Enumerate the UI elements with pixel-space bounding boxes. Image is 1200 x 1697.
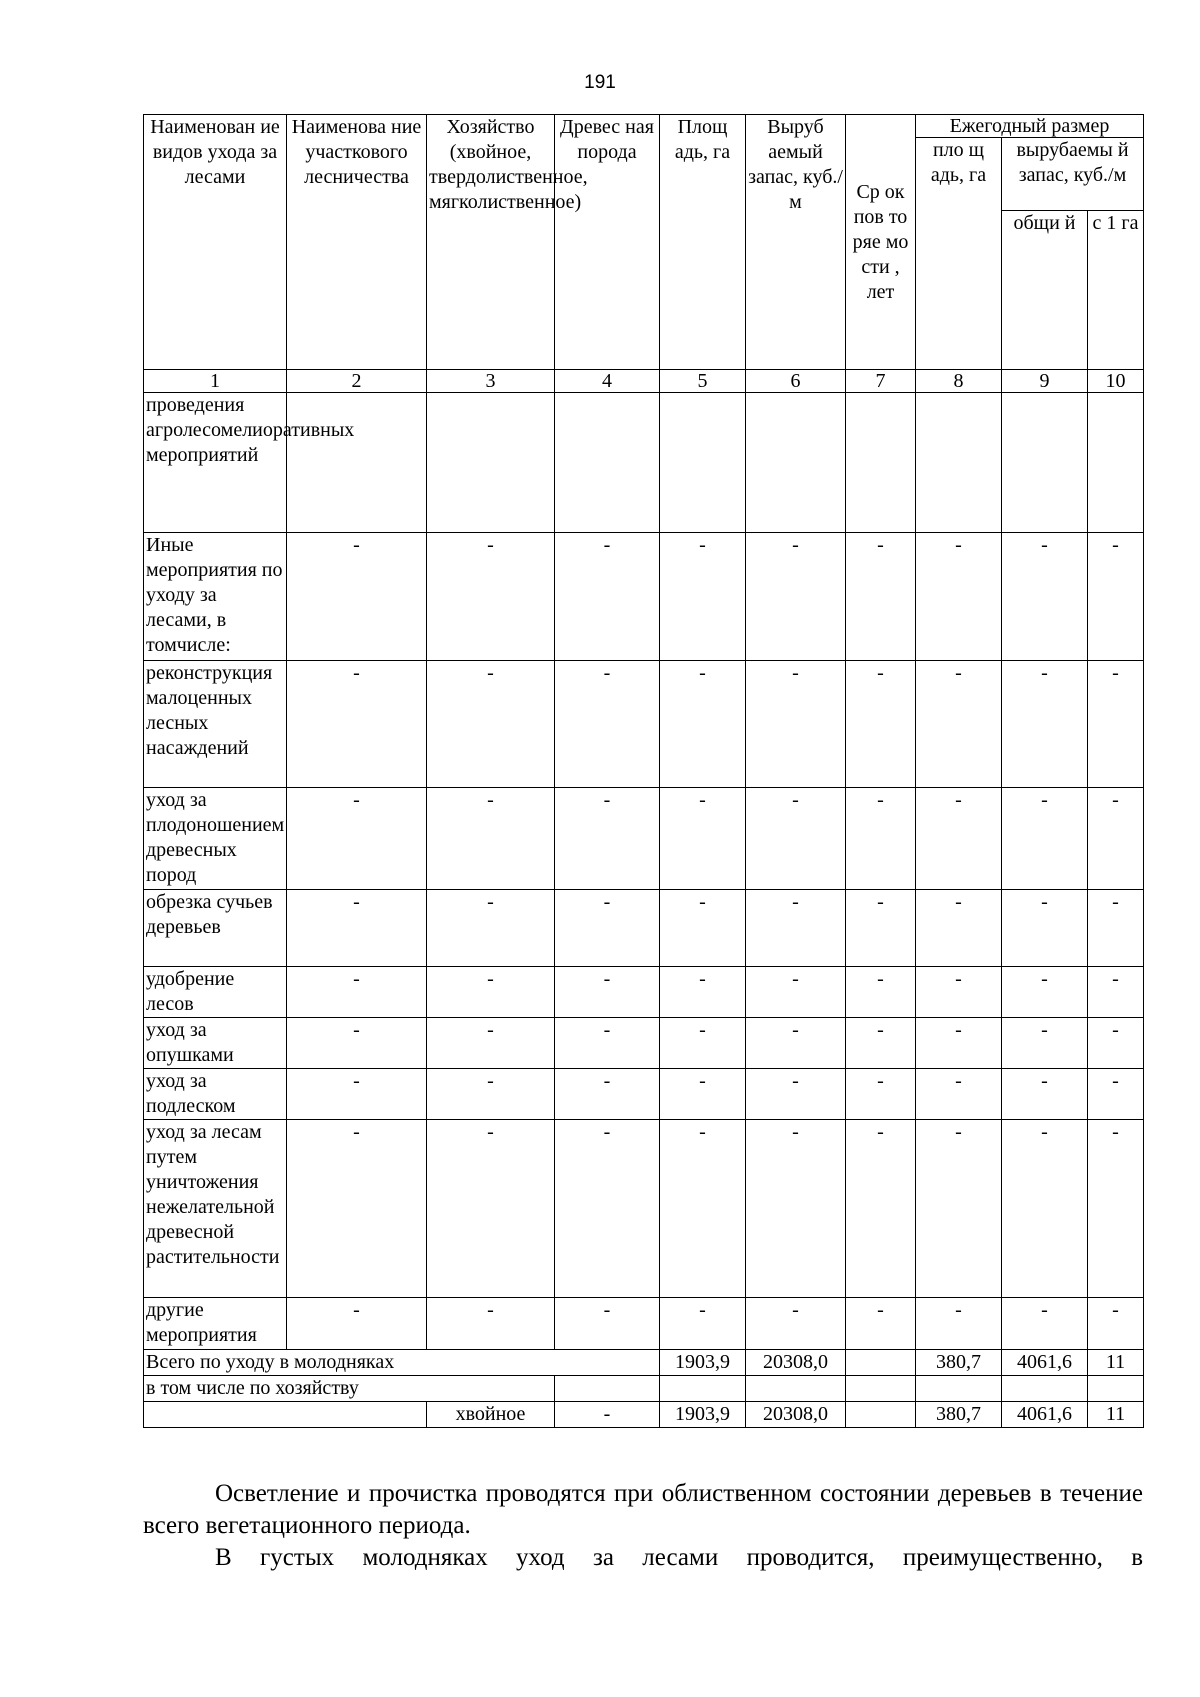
conifer-area: 1903,9 [660,1402,746,1428]
cell-value: - [846,1298,916,1350]
total-stock: 20308,0 [746,1350,846,1376]
cell-value: - [916,967,1002,1018]
cell-value: - [555,788,660,890]
cell-value: - [427,1018,555,1069]
empty-cell [660,1376,746,1402]
header-stock: Выруб аемый запас, куб./м [746,115,846,370]
table-row [144,661,1144,788]
cell-value: - [287,1298,427,1350]
total-annual-area: 380,7 [916,1350,1002,1376]
cell-value [746,393,846,533]
cell-value: - [427,1120,555,1298]
body-text [143,1478,1143,1574]
cell-value: - [660,1018,746,1069]
header-farm: Хозяйство (хвойное, твердолиственное, мягколиственное) [427,115,555,370]
cell-value [846,393,916,533]
cell-value: - [846,533,916,661]
cell-value [916,393,1002,533]
cell-value: - [287,1120,427,1298]
table-row [144,1120,1144,1298]
cell-value [660,393,746,533]
cell-value: - [846,661,916,788]
cell-value: - [287,967,427,1018]
cell-value: - [746,1298,846,1350]
cell-value [555,393,660,533]
forest-care-table [143,114,1144,1428]
page-number: 191 [584,72,616,93]
row-name: реконструкция малоценных лесных насаждений [144,661,287,788]
cell-value [1088,393,1144,533]
conifer-annual-stock: 4061,6 [1002,1402,1088,1428]
header-annual: Ежегодный размер [916,115,1144,138]
cell-value: - [1002,788,1088,890]
cell-value: - [746,1120,846,1298]
table-row [144,1018,1144,1069]
total-period [846,1350,916,1376]
cell-value: - [660,788,746,890]
cell-value [1002,393,1088,533]
cell-value: - [1002,533,1088,661]
empty-cell [916,1376,1002,1402]
row-name: обрезка сучьев деревьев [144,890,287,967]
cell-value: - [555,1018,660,1069]
column-numbers-row [144,370,1144,393]
cell-value: - [916,533,1002,661]
cell-value: - [427,533,555,661]
header-period: Ср ок пов то ряе мо сти , лет [846,115,916,370]
empty-cell [1088,1376,1144,1402]
col-number: 10 [1088,370,1144,393]
cell-value: - [427,1298,555,1350]
table-row [144,533,1144,661]
cell-value: - [746,1018,846,1069]
cell-value: - [1088,890,1144,967]
cell-value: - [1088,967,1144,1018]
cell-value: - [1088,661,1144,788]
cell-value: - [916,1018,1002,1069]
paragraph-1: Осветление и прочистка проводятся при облиственном состоянии деревьев в течение всего вегетационного периода. [143,1480,1143,1539]
table-row [144,967,1144,1018]
cell-value: - [660,1298,746,1350]
cell-value: - [287,533,427,661]
row-name: уход за опушками [144,1018,287,1069]
cell-value: - [555,1298,660,1350]
cell-value: - [1088,788,1144,890]
cell-value: - [660,533,746,661]
cell-value: - [555,890,660,967]
cell-value: - [1002,967,1088,1018]
cell-value: - [746,967,846,1018]
cell-value: - [916,1069,1002,1120]
cell-value: - [555,533,660,661]
header-area: Площ адь, га [660,115,746,370]
header-care-type: Наименован ие видов ухода за лесами [144,115,287,370]
cell-value [287,393,427,533]
cell-value [427,393,555,533]
cell-value: - [427,890,555,967]
header-annual-stock: вырубаемы й запас, куб./м [1002,138,1144,211]
cell-value: - [660,1069,746,1120]
cell-value: - [846,890,916,967]
cell-value: - [916,661,1002,788]
cell-value: - [1088,533,1144,661]
cell-value: - [846,1018,916,1069]
cell-value: - [846,1120,916,1298]
cell-value: - [1088,1018,1144,1069]
header-annual-area: пло щ адь, га [916,138,1002,370]
cell-value: - [1002,661,1088,788]
empty-cell [1002,1376,1088,1402]
subtotal-row [144,1376,1144,1402]
cell-value: - [746,788,846,890]
conifer-period [846,1402,916,1428]
conifer-farm: хвойное [427,1402,555,1428]
total-area: 1903,9 [660,1350,746,1376]
header-species: Древес ная порода [555,115,660,370]
table-row [144,1298,1144,1350]
table-row [144,1069,1144,1120]
cell-value: - [427,788,555,890]
row-name: проведения агролесомелиоративных мероприятий [144,393,287,533]
total-annual-stock: 4061,6 [1002,1350,1088,1376]
row-name: удобрение лесов [144,967,287,1018]
cell-value: - [1088,1298,1144,1350]
conifer-stock: 20308,0 [746,1402,846,1428]
cell-value: - [1088,1069,1144,1120]
cell-value: - [916,1120,1002,1298]
col-number: 5 [660,370,746,393]
cell-value: - [746,533,846,661]
subtotal-label: в том числе по хозяйству [144,1376,555,1402]
row-name: уход за плодоношением древесных пород [144,788,287,890]
cell-value: - [427,967,555,1018]
cell-value: - [287,890,427,967]
empty-cell [846,1376,916,1402]
col-number: 7 [846,370,916,393]
cell-value: - [1002,1018,1088,1069]
cell-value: - [1088,1120,1144,1298]
conifer-row [144,1402,1144,1428]
empty-cell [746,1376,846,1402]
col-number: 9 [1002,370,1088,393]
cell-value: - [1002,1298,1088,1350]
row-name: уход за подлеском [144,1069,287,1120]
cell-value: - [1002,890,1088,967]
cell-value: - [846,788,916,890]
cell-value: - [555,661,660,788]
cell-value: - [660,1120,746,1298]
empty-cell [144,1402,427,1428]
col-number: 2 [287,370,427,393]
table-row [144,393,1144,533]
cell-value: - [660,967,746,1018]
cell-value: - [660,890,746,967]
cell-value: - [746,661,846,788]
conifer-species: - [555,1402,660,1428]
col-number: 8 [916,370,1002,393]
total-annual-per-ha: 11 [1088,1350,1144,1376]
cell-value: - [287,661,427,788]
row-name: Иные мероприятия по уходу за лесами, в томчисле: [144,533,287,661]
header-forestry: Наименова ние участкового лесничества [287,115,427,370]
cell-value: - [287,1069,427,1120]
paragraph-2: В густых молодняках уход за лесами проводится, преимущественно, в [215,1544,1143,1571]
conifer-annual-area: 380,7 [916,1402,1002,1428]
row-name: уход за лесам путем уничтожения нежелательной древесной растительности [144,1120,287,1298]
cell-value: - [846,1069,916,1120]
cell-value: - [846,967,916,1018]
cell-value: - [916,890,1002,967]
total-label: Всего по уходу в молодняках [144,1350,660,1376]
row-name: другие мероприятия [144,1298,287,1350]
cell-value: - [555,967,660,1018]
col-number: 3 [427,370,555,393]
cell-value: - [555,1120,660,1298]
table-row [144,890,1144,967]
cell-value: - [746,890,846,967]
cell-value: - [660,661,746,788]
cell-value: - [287,1018,427,1069]
col-number: 6 [746,370,846,393]
cell-value: - [916,788,1002,890]
empty-cell [555,1376,660,1402]
cell-value: - [427,1069,555,1120]
cell-value: - [1002,1069,1088,1120]
cell-value: - [427,661,555,788]
table-row [144,788,1144,890]
cell-value: - [1002,1120,1088,1298]
conifer-annual-per-ha: 11 [1088,1402,1144,1428]
cell-value: - [287,788,427,890]
col-number: 4 [555,370,660,393]
cell-value: - [746,1069,846,1120]
header-annual-per-ha: с 1 га [1088,211,1144,370]
cell-value: - [916,1298,1002,1350]
cell-value: - [555,1069,660,1120]
total-row [144,1350,1144,1376]
col-number: 1 [144,370,287,393]
header-annual-total: общи й [1002,211,1088,370]
